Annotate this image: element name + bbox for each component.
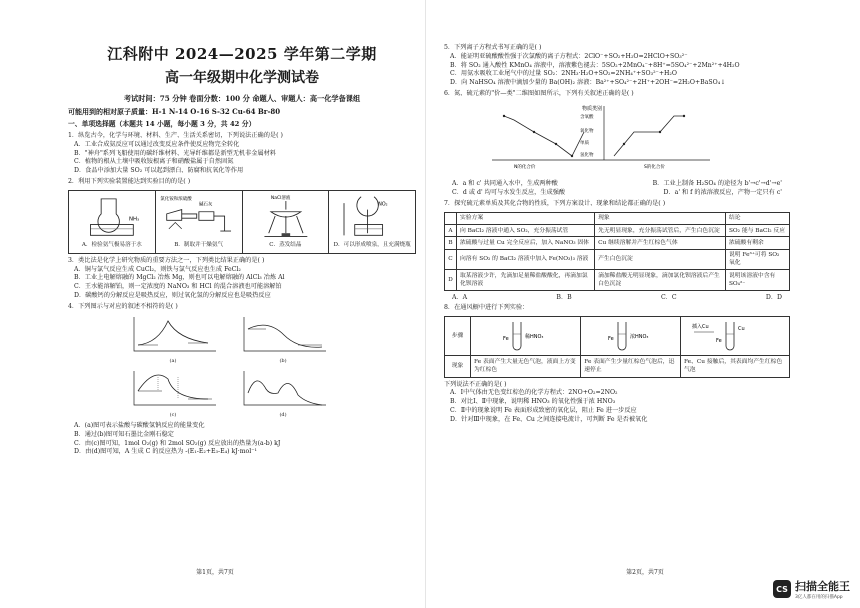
- atomic-masses: 可能用到的相对原子质量：H-1 N-14 O-16 S-32 Cu-64 Br-80: [68, 107, 281, 117]
- energy-plot-a: [128, 315, 218, 365]
- option-c: C．由(c)图可知，1mol O₂(g) 和 2mol SO₂(g) 反应放出的热量为(a-b) kJ: [74, 439, 281, 447]
- option-c: C．用氨水吸收工业尾气中的过量 SO₂：2NH₃·H₂O+SO₂=2NH₄⁺+SO₃²⁻+H₂O: [450, 70, 677, 78]
- plot-label: (c): [169, 411, 177, 418]
- step-cell-3: [680, 317, 789, 356]
- exam-meta: 考试时间：75 分钟 卷面分数：100 分 命题人、审题人：高一化学备课组: [123, 94, 361, 104]
- question-stem: 6．氮、硫元素的"价—类"二维图如图所示，下列有关叙述正确的是( ): [444, 89, 634, 97]
- gas-generator-icon: [156, 191, 242, 241]
- option-d: D．针对Ⅲ中现象，在 Fe、Cu 之间连接电流计，可判断 Fe 是否被氧化: [450, 415, 648, 423]
- table-cell: 说明该溶液中含有 SO₄²⁻: [725, 270, 789, 290]
- svg-text:浓HNO₃: 浓HNO₃: [629, 334, 649, 341]
- experiment-steps-table: [444, 316, 790, 377]
- svg-text:氢化物: 氢化物: [580, 152, 594, 158]
- apparatus-c: [243, 191, 330, 253]
- question-7: [444, 200, 790, 302]
- apparatus-d: [329, 191, 415, 253]
- question-8: [444, 304, 790, 424]
- svg-text:Fe: Fe: [607, 336, 614, 343]
- option-d: D．a' 和 f 的浓溶液反应，产物一定只有 c': [663, 189, 782, 197]
- option-b: B．B: [556, 293, 572, 301]
- table-cell: D: [445, 270, 457, 290]
- svg-text:Fe: Fe: [715, 338, 722, 345]
- test-tube-icon: [491, 320, 561, 352]
- table-cell: 说明 Fe³⁺可将 SO₂ 氧化: [725, 249, 789, 269]
- table-cell: SO₂ 能与 BaCl₂ 反应: [725, 225, 789, 237]
- question-substem: 下列说法不正确的是( ): [444, 380, 507, 388]
- option-b: B．"神舟"系列飞船使用的碳纤维材料、光导纤维都是新型无机非金属材料: [74, 149, 277, 157]
- row-header: 现象: [445, 356, 471, 377]
- question-stem: 2．利用下列实验装置能达到实验目的的是( ): [68, 177, 191, 185]
- energy-plot-b: [238, 315, 328, 365]
- table-cell: Cu 继续溶解并产生红棕色气体: [595, 237, 726, 249]
- table-row: [445, 356, 790, 377]
- option-c: C．植物的根从土壤中吸收铵根离子和硝酸盐属于自然固氮: [74, 158, 234, 166]
- option-b: B．通过(b)图可知石墨比金刚石稳定: [74, 430, 174, 438]
- table-header: 实验方案: [457, 212, 595, 224]
- caption: D．可以形成喷泉，且充满烧瓶: [333, 241, 411, 248]
- option-b: B．工业上电解熔融的 MgCl₂ 冶炼 Mg，则也可以电解熔融的 AlCl₃ 冶炼 Al: [74, 274, 285, 282]
- option-row: [444, 189, 790, 198]
- question-stem: 5．下列离子方程式书写正确的是( ): [444, 44, 542, 51]
- fountain-flask-icon: [329, 191, 415, 241]
- energy-curve-a: [128, 315, 218, 355]
- question-stem: 8．在通风橱中进行下列实验：: [444, 304, 529, 312]
- option-d: D．D: [765, 293, 782, 301]
- svg-text:单质: 单质: [580, 140, 589, 146]
- table-cell: Fe 表面产生少量红棕色气泡后，迅速停止: [581, 356, 681, 377]
- svg-text:碱石灰: 碱石灰: [198, 202, 213, 208]
- page-right: [430, 0, 860, 608]
- exam-school-title: 江科附中 2024—2025 学年第二学期: [107, 45, 377, 63]
- plot-label: (b): [279, 357, 287, 364]
- page-number: 第1页，共7页: [196, 569, 234, 576]
- svg-text:S的化合价: S的化合价: [644, 164, 665, 170]
- test-tube-icon: [596, 320, 666, 352]
- question-4: [68, 303, 416, 457]
- svg-text:氧化物: 氧化物: [580, 128, 594, 134]
- question-stem: 3．类比法是化学上研究物质的重要方法之一，下列类比结果正确的是( ): [68, 256, 265, 264]
- energy-curve-c: [128, 369, 218, 409]
- svg-text:NO₂: NO₂: [378, 202, 388, 208]
- option-c: C．王水能溶解铂，则一定浓度的 NaNO₃ 和 HCl 的混合溶液也可能溶解铂: [74, 283, 282, 291]
- table-cell: B: [445, 237, 457, 249]
- question-1: [68, 132, 416, 176]
- experiment-table: [444, 212, 790, 291]
- svg-text:NaCl溶液: NaCl溶液: [270, 195, 290, 201]
- energy-plot-d: [238, 369, 328, 419]
- option-d: D．碳酸钙的分解反应是吸热反应，则过氧化氢的分解反应也是吸热反应: [74, 291, 271, 299]
- scanner-logo: [773, 578, 850, 600]
- table-cell: 向溶有 SO₂ 的 BaCl₂ 溶液中加入 Fe(NO₃)₃ 溶液: [457, 249, 595, 269]
- table-cell: 浓硫酸有剩余: [725, 237, 789, 249]
- svg-text:含氧酸: 含氧酸: [580, 114, 594, 120]
- option-d: D．由(d)图可知，A 生成 C 的反应热为 -(E₁-E₂+E₃-E₄) kJ·mol⁻¹: [74, 448, 258, 456]
- option-c: C．C: [660, 293, 677, 301]
- apparatus-a: [69, 191, 156, 253]
- option-d: D．食品中添加大量 SO₂ 可以起到漂白、防腐和抗氧化等作用: [74, 167, 244, 175]
- logo-tagline: 3亿人都在用的扫描App: [795, 595, 843, 600]
- step-cell-1: [471, 317, 581, 356]
- question-stem: 1．纵览古今，化学与环境、材料、生产、生活关系密切，下列说法正确的是( ): [68, 131, 283, 139]
- svg-text:Fe: Fe: [502, 336, 509, 343]
- energy-diagrams: [128, 315, 328, 419]
- apparatus-figure: [68, 190, 416, 254]
- option-b: B．对比Ⅰ、Ⅱ中现象，说明稀 HNO₃ 的氧化性强于浓 HNO₃: [450, 398, 616, 406]
- page-number: 第2页，共7页: [626, 569, 664, 576]
- option-a: A．A: [452, 293, 468, 301]
- table-row: [445, 317, 790, 356]
- caption: C．蒸发结晶: [269, 241, 302, 248]
- table-cell: Fe 表面产生大量无色气泡，液面上方变为红棕色: [471, 356, 581, 377]
- question-stem: 7．探究硫元素单质及其化合物的性质，下列方案设计、现象和结论都正确的是( ): [444, 200, 666, 208]
- plot-label: (d): [279, 411, 287, 418]
- question-5: [444, 44, 790, 88]
- energy-plot-c: [128, 369, 218, 419]
- table-cell: A: [445, 225, 457, 237]
- apparatus-b: [156, 191, 243, 253]
- table-cell: Fe、Cu 接触后，其表面均产生红棕色气泡: [680, 356, 789, 377]
- option-a: A．工业合成氨反应可以通过改变反应条件使反应物完全转化: [74, 140, 240, 148]
- energy-curve-d: [238, 369, 328, 409]
- svg-text:稀HNO₃: 稀HNO₃: [524, 334, 544, 341]
- plot-label: (a): [169, 357, 177, 364]
- svg-text:NH₃: NH₃: [129, 216, 140, 223]
- logo-name: 扫描全能王: [795, 580, 850, 593]
- svg-text:物质类别: 物质类别: [582, 105, 603, 112]
- svg-text:插入Cu: 插入Cu: [691, 324, 709, 331]
- question-2: [68, 178, 416, 254]
- table-cell: 滴加稀盐酸无明显现象，滴加氯化钡溶液后产生白色沉淀: [595, 270, 726, 290]
- svg-text:Cu: Cu: [737, 326, 745, 333]
- test-tube-cu-icon: [690, 320, 780, 352]
- caption: B．制取并干燥氨气: [174, 241, 224, 248]
- table-header: [445, 212, 457, 224]
- table-cell: 先无明显现象，充分振荡试管后，产生白色沉淀: [595, 225, 726, 237]
- valence-class-diagram: [484, 102, 714, 172]
- flask-water-icon: [69, 191, 155, 241]
- energy-curve-b: [238, 315, 328, 355]
- table-header-row: [445, 212, 790, 224]
- table-cell: 向 BaCl₂ 溶液中通入 SO₂，充分振荡试管: [457, 225, 595, 237]
- option-b: B．将 SO₂ 通入酸性 KMnO₄ 溶液中，溶液紫色褪去：5SO₂+2MnO₄⁻+8H⁺=5SO₄²⁻+2Mn²⁺+4H₂O: [450, 61, 740, 69]
- step-cell-2: [581, 317, 681, 356]
- option-c: C．Ⅱ中的现象说明 Fe 表面形成致密的氧化层，阻止 Fe 进一步反应: [450, 406, 637, 414]
- table-header: 结论: [725, 212, 789, 224]
- option-b: B．工业上制备 H₂SO₄ 的途径为 b'→c'→d'→e': [652, 179, 782, 187]
- table-row: [445, 270, 790, 290]
- option-a: A．铜与氯气反应生成 CuCl₂，则铁与氯气反应也生成 FeCl₂: [74, 265, 241, 273]
- option-c: C．d 或 d' 均可与水发生反应，生成强酸: [452, 189, 566, 197]
- table-row: [445, 237, 790, 249]
- question-stem: 4．下列图示与对应的叙述不相符的是( ): [68, 302, 178, 310]
- option-a: A．a 和 c' 共同通入水中，生成两种酸: [452, 179, 558, 187]
- table-header: 现象: [595, 212, 726, 224]
- camscanner-icon: CS: [773, 580, 791, 598]
- option-row: [444, 294, 790, 303]
- question-6: [444, 90, 790, 198]
- table-row: [445, 225, 790, 237]
- table-row: [445, 249, 790, 269]
- option-d: D．向 NaHSO₄ 溶液中滴加少量的 Ba(OH)₂ 溶液：Ba²⁺+SO₄²⁻+2H⁺+2OH⁻=2H₂O+BaSO₄↓: [450, 79, 726, 87]
- svg-text:氯化铵和浓硫酸: 氯化铵和浓硫酸: [160, 196, 192, 202]
- exam-title: 高一年级期中化学测试卷: [165, 70, 319, 87]
- option-row: [444, 180, 790, 189]
- table-cell: 产生白色沉淀: [595, 249, 726, 269]
- evaporating-dish-icon: [243, 191, 329, 241]
- option-a: A．(a)图可表示盐酸与碳酸氢钠反应的能量变化: [74, 421, 205, 429]
- table-cell: C: [445, 249, 457, 269]
- question-3: [68, 257, 416, 301]
- option-a: A．能证明亚硫酸酸性强于次氯酸的离子方程式：2ClO⁻+SO₂+H₂O=2HClO+SO₃²⁻: [450, 52, 688, 60]
- section-heading: 一、单项选择题（本题共 14 小题，每小题 3 分，共 42 分）: [68, 120, 256, 129]
- row-header: 步骤: [445, 317, 471, 356]
- caption: A．检验氨气极易溶于水: [81, 241, 142, 248]
- option-a: A．Ⅰ中气体由无色变红棕色的化学方程式：2NO+O₂=2NO₂: [450, 389, 618, 397]
- svg-text:N的化合价: N的化合价: [514, 164, 536, 170]
- table-cell: 取某溶液少许，先滴加足量稀盐酸酸化，再滴加氯化钡溶液: [457, 270, 595, 290]
- table-cell: 浓硫酸与过量 Cu 完全反应后，加入 NaNO₃ 固体: [457, 237, 595, 249]
